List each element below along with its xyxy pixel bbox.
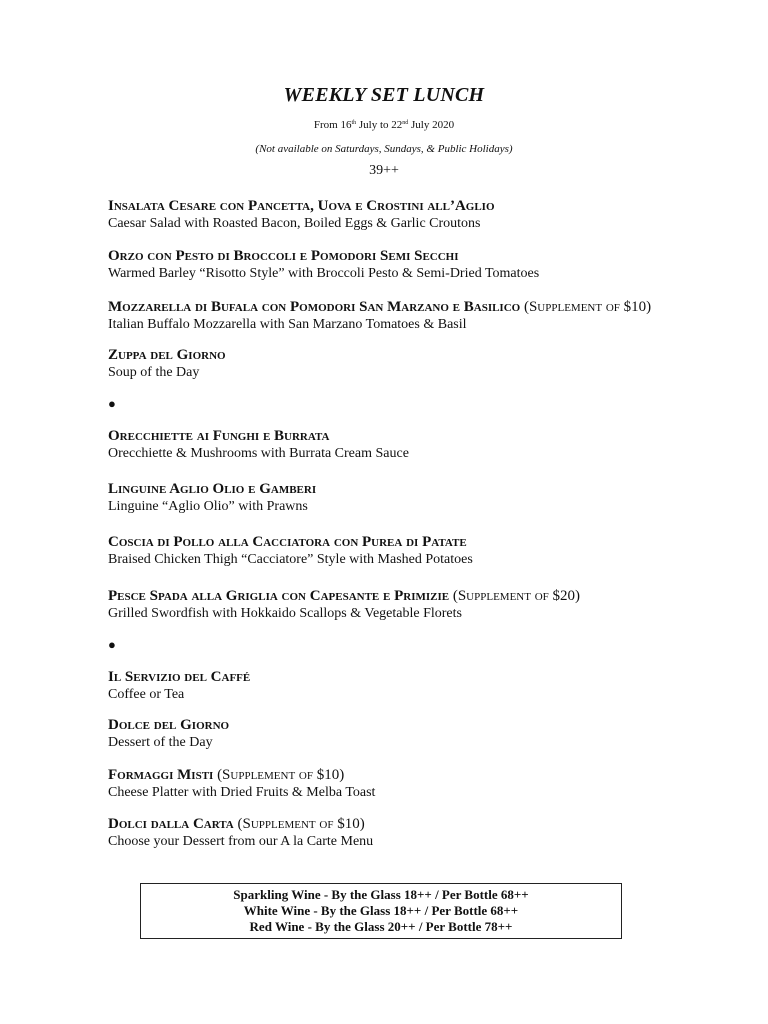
menu-item-dessert [108,668,758,704]
dish-description: Coffee or Tea [108,687,185,702]
supplement-note: (Supplement of $10) [217,767,345,783]
set-price: 39++ [369,163,399,178]
dish-name-italian: Il Servizio del Caffé [108,669,251,685]
wine-line-sparkling: Sparkling Wine - By the Glass 18++ / Per Bottle 68++ [233,887,529,902]
availability-note: (Not available on Saturdays, Sundays, & Public Holidays) [255,143,513,155]
menu-item-starter [108,298,758,334]
dish-name-italian: Formaggi Misti [108,767,214,783]
dish-description: Caesar Salad with Roasted Bacon, Boiled Eggs & Garlic Croutons [108,216,481,231]
supplement-note: (Supplement of $10) [237,816,365,832]
dish-description: Orecchiette & Mushrooms with Burrata Cream Sauce [108,446,409,461]
menu-item-dessert [108,716,758,752]
dish-name-italian-row [108,298,758,316]
dish-description: Linguine “Aglio Olio” with Prawns [108,499,308,514]
dish-description: Grilled Swordfish with Hokkaido Scallops & Vegetable Florets [108,606,462,621]
dish-name-italian-row [108,815,758,833]
menu-item-main [108,587,758,623]
section-separator-bullet: ● [108,637,116,652]
date-range-middle: July to 22 [356,119,403,131]
dish-description: Braised Chicken Thigh “Cacciatore” Style with Mashed Potatoes [108,552,473,567]
date-range-prefix: From 16 [313,119,352,131]
dish-name-italian: Coscia di Pollo alla Cacciatora con Purea di Patate [108,534,467,550]
dish-description: Warmed Barley “Risotto Style” with Broccoli Pesto & Semi-Dried Tomatoes [108,266,540,281]
date-ordinal-1: th [351,120,357,126]
dish-name-italian: Insalata Cesare con Pancetta, Uova e Crostini all’Aglio [108,198,495,214]
date-range [0,119,768,131]
dish-name-italian: Linguine Aglio Olio e Gamberi [108,481,317,497]
dish-name-italian: Mozzarella di Bufala con Pomodori San Marzano e Basilico [108,299,521,315]
supplement-note: (Supplement of $20) [452,588,581,604]
menu-item-main [108,480,758,516]
date-ordinal-2: nd [402,120,409,126]
supplement-note: (Supplement of $10) [523,299,652,315]
dish-name-italian-row [108,766,758,784]
dish-name-italian: Orzo con Pesto di Broccoli e Pomodori Semi Secchi [108,248,459,264]
dish-name-italian: Pesce Spada alla Griglia con Capesante e Primizie [108,588,450,604]
menu-item-main [108,533,758,569]
date-range-suffix: July 2020 [408,119,455,131]
dish-name-italian: Dolci dalla Carta [108,816,234,832]
section-separator-bullet: ● [108,396,116,411]
wine-pricing-box [140,883,622,939]
wine-line-red: Red Wine - By the Glass 20++ / Per Bottle 78++ [249,919,513,934]
wine-line-white: White Wine - By the Glass 18++ / Per Bottle 68++ [243,903,519,918]
dish-name-italian: Dolce del Giorno [108,717,230,733]
dish-name-italian: Orecchiette ai Funghi e Burrata [108,428,330,444]
menu-item-starter [108,247,758,283]
page-title: WEEKLY SET LUNCH [283,84,485,106]
dish-description: Cheese Platter with Dried Fruits & Melba Toast [108,785,376,800]
dish-description: Choose your Dessert from our A la Carte Menu [108,834,374,849]
dish-name-italian-row [108,587,758,605]
menu-item-main [108,427,758,463]
dish-description: Italian Buffalo Mozzarella with San Marzano Tomatoes & Basil [108,317,467,332]
menu-item-starter [108,197,758,233]
menu-item-dessert [108,766,758,802]
dish-description: Soup of the Day [108,365,200,380]
dish-description: Dessert of the Day [108,735,213,750]
dish-name-italian: Zuppa del Giorno [108,347,226,363]
menu-item-dessert [108,815,758,851]
menu-item-starter [108,346,758,382]
